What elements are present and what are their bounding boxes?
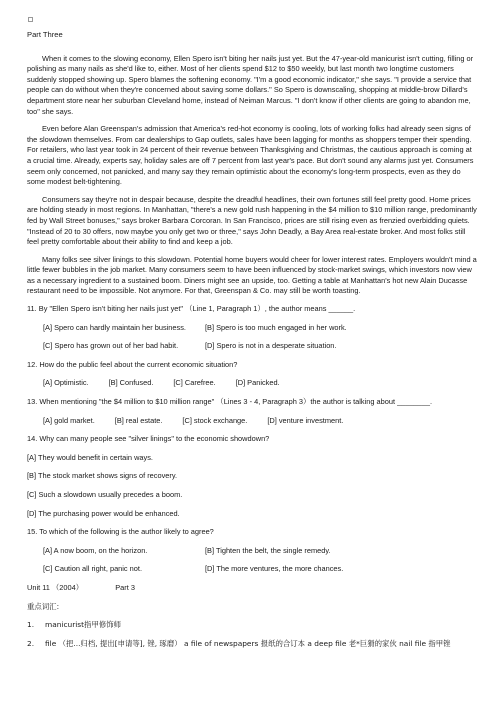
paragraph-1: When it comes to the slowing economy, Ellen Spero isn't biting her nails just yet. But the 47-year-old manicurist isn't cutting, filling or polishing as many nails as she'd like to, either. Most of her clients spend $12 to $50 weekly, but last month two longtime customers suddenly stopped showing up. Spero blames the softening economy. "I'm a good economic indicator," she says. "I provide a service that people can do without when they're concerned about saving some dollars." So Spero is downscaling, shopping at middle-brow Dillard's department store near her suburban Cleveland home, instead of Neiman Marcus. "I don't know if other clients are going to abandon me, too" she says. — [27, 53, 474, 116]
question-11-option-b: [B] Spero is too much engaged in her work. — [205, 322, 347, 332]
vocab-item-number: 2. — [27, 638, 35, 648]
question-11-options-row-2 — [43, 341, 477, 352]
paragraph-2: Even before Alan Greenspan's admission that America's red-hot economy is cooling, lots of working folks had already seen signs of the slowdown themselves. From car dealerships to Gap outlets, sales have been lagging for months as shoppers temper their spending. For retailers, who last year took in 24 percent of their revenue between Thanksgiving and Christmas, the cautious approach is coming at a crucial time. Already, experts say, holiday sales are off 7 percent from last year's pace. But don't sound any alarms just yet. Consumers seem only concerned, not panicked, and many say they remain optimistic about the economy's long-term prospects, even as they do some modest belt-tightening. — [27, 124, 474, 187]
vocab-item — [27, 639, 477, 650]
question-11-option-a: [A] Spero can hardly maintain her business. — [43, 322, 186, 332]
unit-label: Unit 11 （2004） — [27, 582, 84, 592]
question-13-option-b: [B] real estate. — [114, 415, 163, 425]
question-11-option-c: [C] Spero has grown out of her bad habit. — [43, 341, 179, 351]
question-14-option-d: [D] The purchasing power would be enhanced. — [27, 508, 180, 518]
question-15-options-row-2 — [43, 564, 477, 575]
question-12-option-b: [B] Confused. — [108, 378, 154, 388]
question-11-options-row-1 — [43, 323, 477, 334]
unit-line — [27, 583, 477, 594]
question-14-option-b: [B] The stock market shows signs of recovery. — [27, 471, 178, 481]
question-12-stem: 12. How do the public feel about the current economic situation? — [27, 359, 238, 369]
vocab-item-text: manicurist指甲修饰师 — [45, 620, 122, 630]
vocab-item — [27, 620, 477, 631]
paragraph-4: Many folks see silver linings to this slowdown. Potential home buyers would cheer for lower interest rates. Employers wouldn't mind a little fewer bubbles in the job market. Many consumers seem to have been influenced by stock-market swings, which investors now view as a necessary ingredient to a sustained boom. Diners might see an upside, too. Getting a table at Manhattan's hot new Alain Ducasse restaurant need to be impossible. Not anymore. For that, Greenspan & Co. may still be worth toasting. — [27, 254, 477, 296]
page-corner-mark — [28, 17, 33, 22]
paragraph-3: Consumers say they're not in despair because, despite the dreadful headlines, their own fortunes still feel pretty good. Home prices are holding steady in most regions. In Manhattan, "there's a new gold rush happening in the $4 million to $10 million range, predominantly fed by Wall Street bonuses," says broker Barbara Corcoran. In San Francisco, prices are still rising even as frenzied overbidding quiets. "Instead of 20 to 30 offers, now maybe you only get two or three," says John Deadly, a Bay Area real-estate broker. And most folks still feel pretty comfortable about their ability to find and keep a job. — [27, 194, 477, 247]
question-13-stem: 13. When mentioning "the $4 million to $10 million range" （Lines 3 - 4, Paragraph 3）the author is talking about ________. — [27, 397, 433, 407]
question-12-options — [43, 378, 477, 389]
question-15-options-row-1 — [43, 546, 477, 557]
question-11-option-d: [D] Spero is not in a desperate situation. — [205, 341, 337, 351]
question-14-option-a: [A] They would benefit in certain ways. — [27, 452, 153, 462]
question-13-option-a: [A] gold market. — [43, 415, 95, 425]
vocab-heading: 重点词汇: — [27, 601, 60, 611]
question-14-stem: 14. Why can many people see "silver linings" to the economic showdown? — [27, 434, 270, 444]
question-15-option-c: [C] Caution all right, panic not. — [43, 564, 143, 574]
question-14-option-c: [C] Such a slowdown usually precedes a boom. — [27, 490, 183, 499]
question-15-stem: 15. To which of the following is the author likely to agree? — [27, 527, 214, 537]
question-12-option-d: [D] Panicked. — [235, 378, 280, 388]
vocab-item-text: file （把...归档, 提出[申请等], 锉, 琢磨） a file of newspapers 报纸的合订本 a deep file 老*巨猾的家伙 nail file 指甲锉 — [45, 638, 451, 648]
question-13-option-c: [C] stock exchange. — [182, 415, 248, 425]
question-12-option-c: [C] Carefree. — [173, 378, 216, 388]
question-15-option-b: [B] Tighten the belt, the single remedy. — [205, 545, 331, 555]
unit-part-label: Part 3 — [115, 582, 135, 592]
question-12-option-a: [A] Optimistic. — [43, 378, 89, 388]
question-15-option-a: [A] A now boom, on the horizon. — [43, 545, 148, 555]
question-15-option-d: [D] The more ventures, the more chances. — [205, 564, 344, 574]
part-title: Part Three — [27, 30, 63, 39]
question-13-options — [43, 416, 477, 427]
vocab-item-number: 1. — [27, 620, 35, 630]
question-13-option-d: [D] venture investment. — [267, 415, 344, 425]
question-11-stem: 11. By "Ellen Spero isn't biting her nails just yet" （Line 1, Paragraph 1）, the author means ______. — [27, 304, 356, 314]
